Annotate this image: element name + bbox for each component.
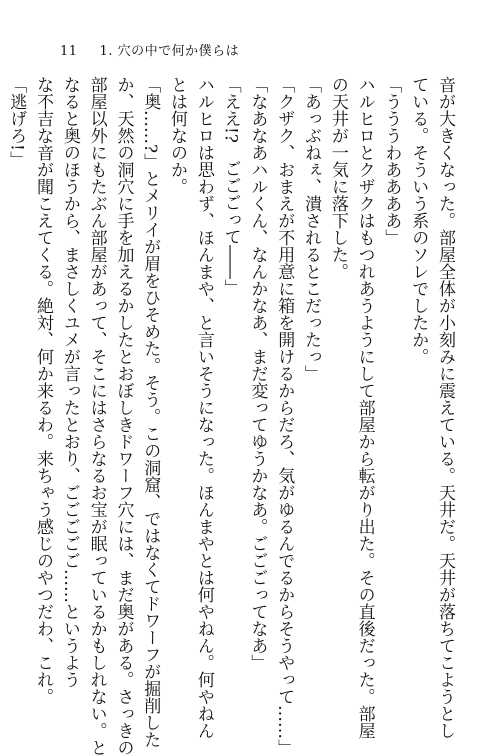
text-line: 「奥……?」とメリイが眉をひそめた。そう。この洞窟、ではなくてドワーフが掘削した xyxy=(140,76,161,749)
text-line: 「うううわああああ」 xyxy=(381,76,402,246)
page-number: 11 xyxy=(60,44,78,59)
text-line: か、天然の洞穴に手を加えるかしたとおぼしきドワーフ穴には、まだ奥がある。さっきの xyxy=(113,76,134,756)
text-line: ハルヒロとクザクはもつれあうようにして部屋から転がり出た。その直後だった。部屋 xyxy=(354,76,375,739)
text-line: な不吉な音が聞こえてくる。絶対、何か来るわ。来ちゃう感じのやつだわ、これ。 xyxy=(33,76,54,705)
text-line: 部屋以外にもたぶん部屋があって、そこにはさらなるお宝が眠っているかもしれない。と xyxy=(86,76,107,756)
chapter-title: 1. 穴の中で何か僕らは xyxy=(99,44,240,59)
text-line: ている。そういう系のソレでしたか。 xyxy=(408,76,429,365)
text-line: 「クザク、おまえが不用意に箱を開けるからだろ、気がゆるんでるからそうやって……」 xyxy=(274,76,295,756)
text-line: 「なあなあハルくん、なんかなあ、まだ変ってゆうかなあ。ごごごってなあ」 xyxy=(247,76,268,671)
text-line: の天井が一気に落下した。 xyxy=(327,76,348,280)
text-line: 「ええ!? ごごごって――」 xyxy=(220,76,241,296)
text-line: なると奥のほうから、まさしくユメが言ったとおり、ごごごごご……というよう xyxy=(59,76,80,688)
text-line: 音が大きくなった。部屋全体が小刻みに震えている。天井だ。天井が落ちてこようとし xyxy=(435,76,455,739)
text-line: ハルヒロは思わず、ほんまや、と言いそうになった。ほんまやとは何やねん。何やねん xyxy=(193,76,214,739)
vertical-body-text xyxy=(6,76,458,756)
text-line: 「あっぶねぇ、潰されるとこだったっ」 xyxy=(301,76,322,382)
running-header xyxy=(60,40,239,59)
text-line: とは何なのか。 xyxy=(167,76,188,195)
text-line: 「逃げろ!」 xyxy=(6,76,27,168)
